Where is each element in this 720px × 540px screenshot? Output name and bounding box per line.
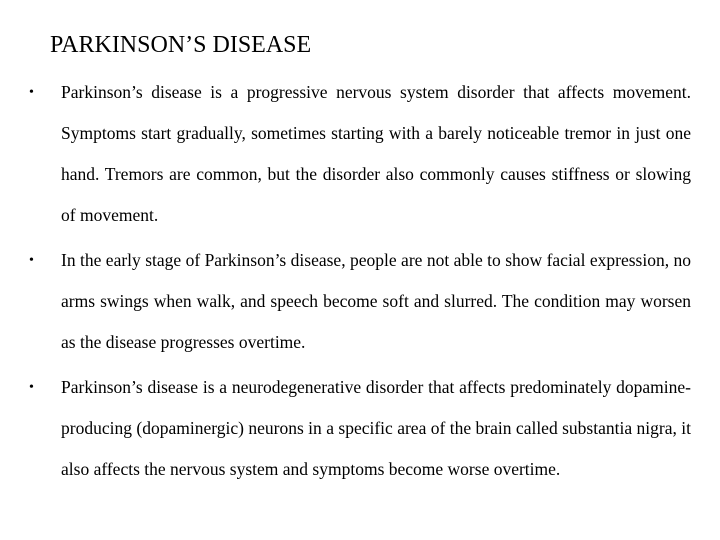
bullet-marker: • [29,253,34,268]
bullet-marker: • [29,380,34,395]
slide-title: PARKINSON’S DISEASE [50,32,312,58]
bullet-text: In the early stage of Parkinson’s disease, people are not able to show facial expression, no arms swings when walk, and speech become soft and slurred. The condition may worsen as the disease progresses overtime. [61,250,691,352]
bullet-text: Parkinson’s disease is a progressive nervous system disorder that affects movement. Symptoms start gradually, sometimes starting with a barely noticeable tremor in just one hand. Tremors are common, but the disorder also commonly causes stiffness or slowing of movement. [61,82,691,225]
bullet-marker: • [29,85,34,100]
bullet-text: Parkinson’s disease is a neurodegenerative disorder that affects predominately dopamine-producing (dopaminergic) neurons in a specific area of the brain called substantia nigra, it also affects the nervous system and symptoms become worse overtime. [61,377,691,479]
